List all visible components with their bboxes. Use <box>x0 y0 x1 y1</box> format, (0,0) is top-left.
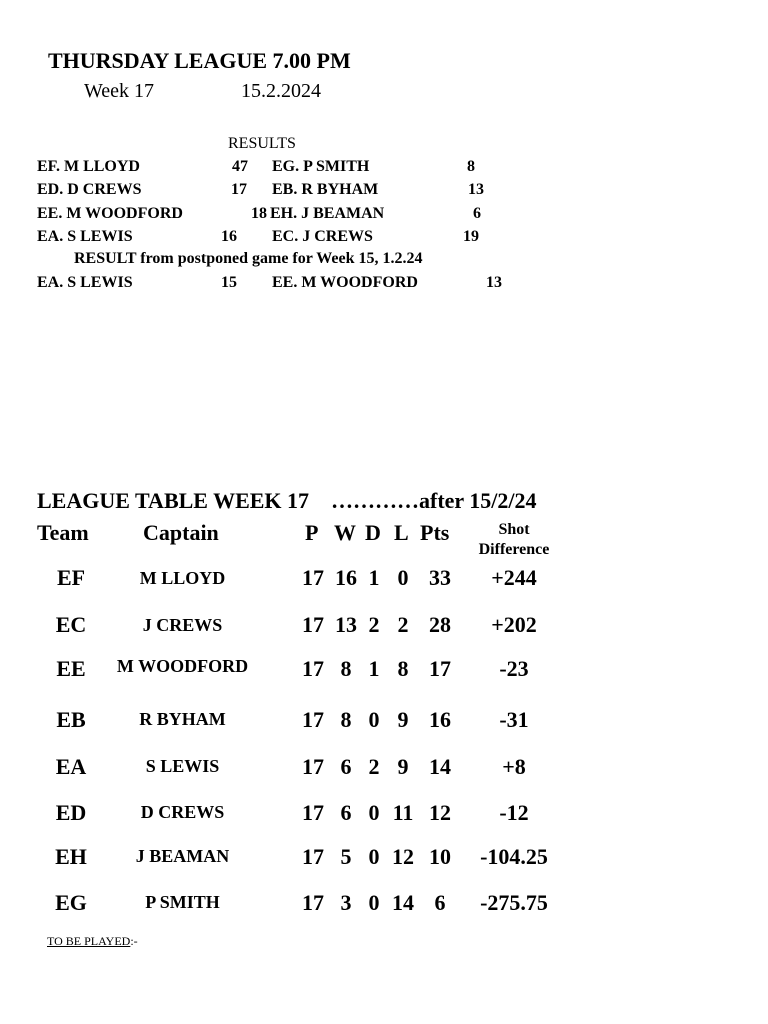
result-away-team: EC. J CREWS <box>272 228 373 245</box>
played-count: 17 <box>302 844 324 869</box>
lost-count: 14 <box>392 890 414 915</box>
won-count: 3 <box>340 890 352 915</box>
lost-count: 2 <box>397 612 409 637</box>
league-table-after-date: …………after 15/2/24 <box>331 488 537 513</box>
won-count: 8 <box>340 707 352 732</box>
shot-difference: -31 <box>499 707 529 732</box>
team-code: EC <box>55 612 87 637</box>
table-row <box>0 890 768 930</box>
result-away-score: 13 <box>468 181 484 198</box>
shot-difference: -275.75 <box>480 890 548 915</box>
points: 6 <box>434 890 446 915</box>
header-shot-difference <box>470 520 558 560</box>
league-table-title: LEAGUE TABLE WEEK 17 <box>37 488 310 513</box>
lost-count: 9 <box>397 754 409 779</box>
table-row <box>0 754 768 794</box>
header-shot: Shot <box>498 521 530 538</box>
drawn-count: 0 <box>368 707 380 732</box>
won-count: 6 <box>340 800 352 825</box>
result-home-team: EF. M LLOYD <box>37 158 140 175</box>
shot-difference: +8 <box>502 754 526 779</box>
drawn-count: 0 <box>368 890 380 915</box>
team-code: EH <box>55 844 87 869</box>
result-away-team: EB. R BYHAM <box>272 181 379 198</box>
shot-difference: +202 <box>491 612 537 637</box>
played-count: 17 <box>302 754 324 779</box>
page-title: THURSDAY LEAGUE 7.00 PM <box>48 48 351 73</box>
shot-difference: -104.25 <box>480 844 548 869</box>
table-row <box>0 800 768 840</box>
played-count: 17 <box>302 800 324 825</box>
captain-name: D CREWS <box>140 802 225 822</box>
lost-count: 8 <box>397 656 409 681</box>
team-code: EG <box>55 890 87 915</box>
played-count: 17 <box>302 612 324 637</box>
result-away-score: 19 <box>463 228 479 245</box>
drawn-count: 1 <box>368 656 380 681</box>
table-row <box>0 612 768 652</box>
shot-difference: -23 <box>499 656 529 681</box>
to-be-played-note <box>47 934 138 949</box>
lost-count: 11 <box>392 800 414 825</box>
result-away-team: EG. P SMITH <box>272 158 370 175</box>
table-row <box>0 707 768 747</box>
header-played: P <box>305 520 319 545</box>
table-row <box>0 656 768 696</box>
played-count: 17 <box>302 656 324 681</box>
captain-name: J CREWS <box>142 615 223 635</box>
postponed-home-score: 15 <box>221 274 237 291</box>
header-drawn: D <box>365 520 381 545</box>
points: 14 <box>429 754 451 779</box>
header-points: Pts <box>420 520 450 545</box>
played-count: 17 <box>302 565 324 590</box>
drawn-count: 1 <box>368 565 380 590</box>
captain-name: J BEAMAN <box>135 846 230 866</box>
points: 12 <box>429 800 451 825</box>
captain-name: P SMITH <box>145 892 220 912</box>
header-lost: L <box>394 520 409 545</box>
header-team: Team <box>37 520 89 545</box>
points: 17 <box>429 656 451 681</box>
result-home-score: 18 <box>251 205 267 222</box>
won-count: 13 <box>335 612 357 637</box>
points: 28 <box>429 612 451 637</box>
table-row <box>0 844 768 884</box>
result-home-score: 47 <box>232 158 248 175</box>
header-won: W <box>334 520 356 545</box>
points: 33 <box>429 565 451 590</box>
team-code: EF <box>56 565 86 590</box>
postponed-away-team: EE. M WOODFORD <box>272 274 418 291</box>
week-label: Week 17 <box>84 80 155 102</box>
team-code: EA <box>55 754 87 779</box>
header-captain: Captain <box>143 520 219 545</box>
result-home-team: ED. D CREWS <box>37 181 142 198</box>
team-code: EE <box>56 656 86 681</box>
captain-name: M WOODFORD <box>116 656 249 676</box>
team-code: ED <box>55 800 87 825</box>
drawn-count: 2 <box>368 754 380 779</box>
postponed-home-team: EA. S LEWIS <box>37 274 133 291</box>
lost-count: 12 <box>392 844 414 869</box>
postponed-away-score: 13 <box>486 274 502 291</box>
to-be-played-label: TO BE PLAYED <box>47 934 131 948</box>
result-home-score: 16 <box>221 228 237 245</box>
result-home-score: 17 <box>231 181 247 198</box>
table-row <box>0 565 768 605</box>
won-count: 6 <box>340 754 352 779</box>
date-label: 15.2.2024 <box>241 80 321 102</box>
result-home-team: EE. M WOODFORD <box>37 205 183 222</box>
won-count: 5 <box>340 844 352 869</box>
drawn-count: 0 <box>368 844 380 869</box>
results-heading: RESULTS <box>228 135 296 152</box>
played-count: 17 <box>302 890 324 915</box>
captain-name: M LLOYD <box>139 568 226 588</box>
lost-count: 0 <box>397 565 409 590</box>
team-code: EB <box>56 707 86 732</box>
drawn-count: 0 <box>368 800 380 825</box>
result-away-team: EH. J BEAMAN <box>270 205 385 222</box>
won-count: 8 <box>340 656 352 681</box>
header-difference: Difference <box>478 541 550 558</box>
points: 10 <box>429 844 451 869</box>
captain-name: R BYHAM <box>139 709 226 729</box>
points: 16 <box>429 707 451 732</box>
result-away-score: 8 <box>467 158 475 175</box>
won-count: 16 <box>335 565 357 590</box>
result-away-score: 6 <box>473 205 481 222</box>
to-be-played-suffix: :- <box>130 934 138 948</box>
shot-difference: -12 <box>499 800 529 825</box>
lost-count: 9 <box>397 707 409 732</box>
postponed-note: RESULT from postponed game for Week 15, 1.2.24 <box>74 250 423 267</box>
played-count: 17 <box>302 707 324 732</box>
result-home-team: EA. S LEWIS <box>37 228 133 245</box>
captain-name: S LEWIS <box>145 756 220 776</box>
shot-difference: +244 <box>491 565 537 590</box>
drawn-count: 2 <box>368 612 380 637</box>
